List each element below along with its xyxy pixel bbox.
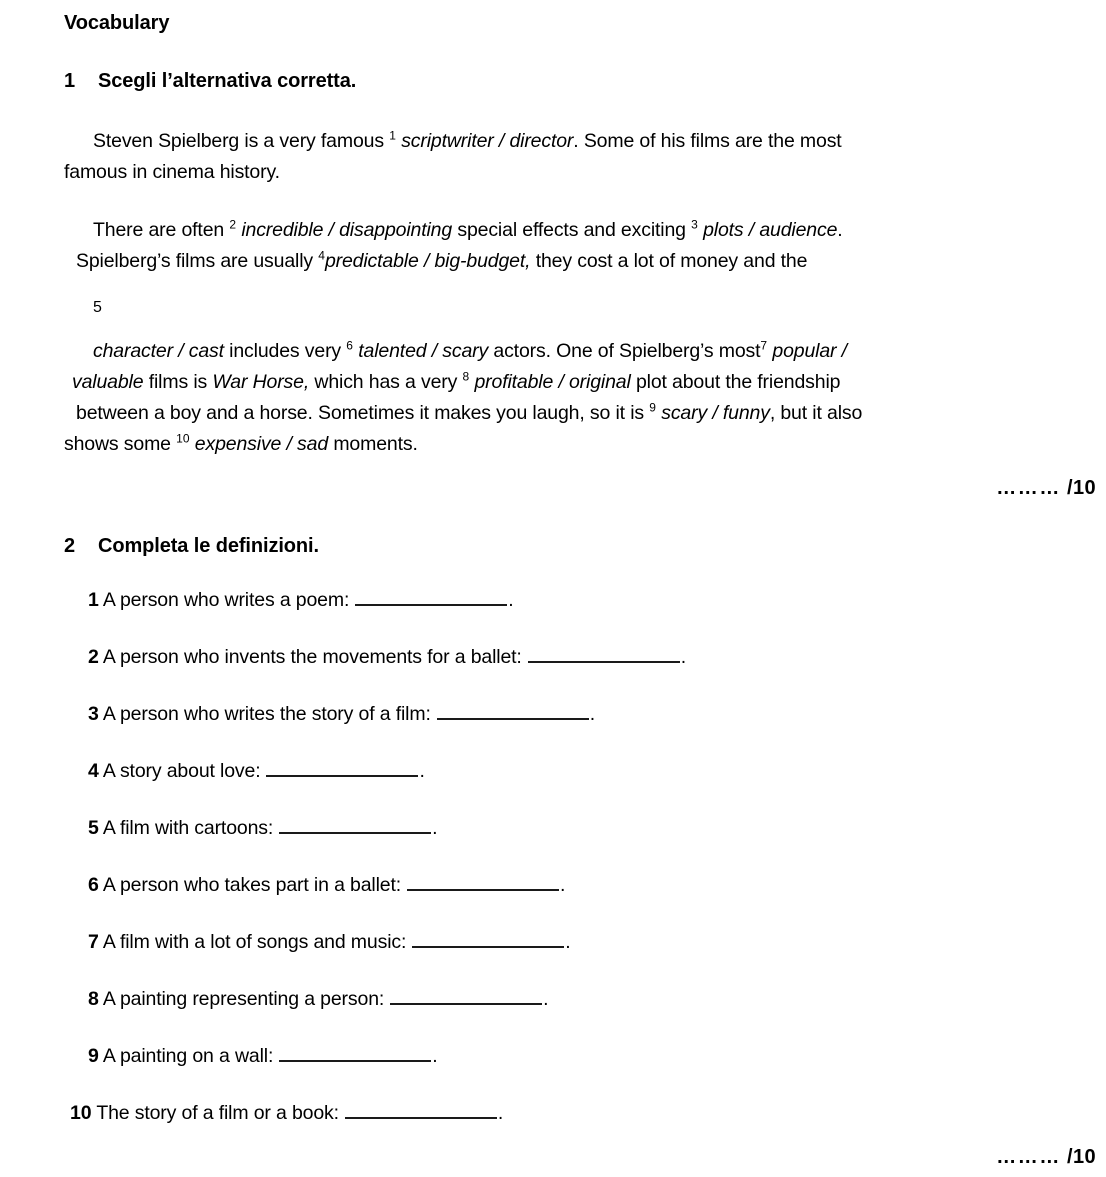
definition-number: 5 <box>88 817 99 839</box>
text-run: films is <box>143 371 213 393</box>
exercise-1-paragraph-2 <box>64 215 1064 277</box>
text-run: actors. One of Spielberg’s most <box>488 340 761 362</box>
answer-blank[interactable] <box>345 1103 497 1119</box>
text-run: plot about the friendship <box>630 371 841 393</box>
definition-text: A person who writes the story of a film: <box>102 703 431 725</box>
option-marker-6: 6 <box>346 338 353 353</box>
answer-blank[interactable] <box>437 704 589 720</box>
option-marker-1: 1 <box>389 128 396 143</box>
paragraph-line <box>64 367 1064 398</box>
answer-blank[interactable] <box>355 590 507 606</box>
exercise-1-score <box>996 477 1096 500</box>
text-run: includes very <box>223 340 347 362</box>
definition-end-punct: . <box>560 874 566 896</box>
definition-number: 6 <box>88 874 99 896</box>
text-run: special effects and exciting <box>452 219 692 241</box>
option-marker-4: 4 <box>318 248 325 263</box>
film-title: War Horse, <box>212 371 310 393</box>
option-pair-4: predictable / big-budget, <box>324 250 531 272</box>
exercise-1-paragraph-1 <box>64 126 1064 188</box>
definition-number: 9 <box>88 1045 99 1067</box>
paragraph-line <box>64 429 1064 460</box>
definition-number: 1 <box>88 589 99 611</box>
definition-end-punct: . <box>432 1045 438 1067</box>
definition-text: A person who takes part in a ballet: <box>102 874 402 896</box>
definition-text: A film with a lot of songs and music: <box>102 931 407 953</box>
definition-text: A film with cartoons: <box>102 817 274 839</box>
option-marker-5: 5 <box>93 299 102 316</box>
definition-text: A story about love: <box>102 760 261 782</box>
paragraph-line <box>64 126 1064 157</box>
paragraph-line <box>64 246 1064 277</box>
text-run: . Some of his films are the most <box>573 130 842 152</box>
paragraph-line <box>64 157 1064 188</box>
paragraph-line <box>64 215 1064 246</box>
text-run: they cost a lot of money and the <box>530 250 808 272</box>
option-pair-9: scary / funny <box>661 402 770 424</box>
definition-item <box>88 989 1048 1046</box>
option-pair-10: expensive / sad <box>194 433 329 455</box>
option-pair-1: scriptwriter / director <box>401 130 574 152</box>
definition-end-punct: . <box>497 1102 504 1124</box>
definition-number: 8 <box>88 988 99 1010</box>
definition-item <box>70 1103 1048 1160</box>
definition-number: 3 <box>88 703 99 725</box>
definition-list <box>70 589 1048 1160</box>
text-run: famous in cinema history. <box>64 161 280 183</box>
definition-item <box>88 647 1048 704</box>
score-dots: ……… <box>996 477 1062 499</box>
answer-blank[interactable] <box>266 761 418 777</box>
text-run: , but it also <box>769 402 863 424</box>
score-total: /10 <box>1066 1146 1096 1168</box>
option-pair-6: talented / scary <box>358 340 489 362</box>
definition-end-punct: . <box>543 988 549 1010</box>
definition-end-punct: . <box>419 760 425 782</box>
option-marker-3: 3 <box>691 217 698 232</box>
definition-item <box>88 932 1048 989</box>
definition-text: A painting on a wall: <box>102 1045 274 1067</box>
definition-end-punct: . <box>432 817 438 839</box>
option-pair-2: incredible / disappointing <box>241 219 453 241</box>
definition-end-punct: . <box>508 589 514 611</box>
paragraph-spacer-line <box>64 305 1064 336</box>
answer-blank[interactable] <box>390 989 542 1005</box>
definition-item <box>88 1046 1048 1103</box>
option-marker-7: 7 <box>760 338 768 353</box>
text-run: There are often <box>93 219 230 241</box>
text-run: between a boy and a horse. Sometimes it makes you laugh, so it is <box>76 402 650 424</box>
answer-blank[interactable] <box>279 1046 431 1062</box>
definition-text: The story of a film or a book: <box>96 1102 339 1124</box>
exercise-2-instruction: Completa le definizioni. <box>98 535 319 557</box>
answer-blank[interactable] <box>412 932 564 948</box>
option-marker-10: 10 <box>176 431 190 446</box>
text-run: moments. <box>328 433 418 455</box>
definition-text: A person who writes a poem: <box>102 589 350 611</box>
definition-item <box>88 704 1048 761</box>
answer-blank[interactable] <box>407 875 559 891</box>
page-title: Vocabulary <box>64 12 170 34</box>
definition-number: 7 <box>88 931 99 953</box>
exercise-1-heading <box>64 70 356 93</box>
exercise-1-instruction: Scegli l’alternativa corretta. <box>98 70 357 92</box>
text-run: . <box>837 219 843 241</box>
option-marker-9: 9 <box>649 400 656 415</box>
definition-end-punct: . <box>680 646 686 668</box>
definition-item <box>88 875 1048 932</box>
text-run: Steven Spielberg is a very famous <box>93 130 390 152</box>
option-pair-7-cont: valuable <box>72 371 144 393</box>
definition-item <box>88 818 1048 875</box>
paragraph-line <box>64 398 1064 429</box>
exercise-1-paragraph-3 <box>64 305 1064 460</box>
option-pair-5: character / cast <box>93 340 224 362</box>
exercise-2-number: 2 <box>64 535 76 557</box>
definition-item <box>88 590 1048 647</box>
text-run: which has a very <box>309 371 463 393</box>
answer-blank[interactable] <box>279 818 431 834</box>
option-pair-8: profitable / original <box>474 371 631 393</box>
exercise-2-heading <box>64 535 319 558</box>
definition-text: A painting representing a person: <box>102 988 385 1010</box>
text-run: Spielberg’s films are usually <box>76 250 319 272</box>
score-dots: ……… <box>996 1146 1062 1168</box>
option-marker-2: 2 <box>229 217 237 232</box>
paragraph-line <box>64 336 1064 367</box>
option-pair-3: plots / audience <box>703 219 838 241</box>
definition-end-punct: . <box>565 931 571 953</box>
definition-text: A person who invents the movements for a ballet: <box>102 646 522 668</box>
answer-blank[interactable] <box>528 647 680 663</box>
definition-number: 10 <box>70 1102 92 1124</box>
exercise-1-number: 1 <box>64 70 76 92</box>
definition-end-punct: . <box>589 703 595 725</box>
score-total: /10 <box>1066 477 1096 499</box>
text-run: shows some <box>64 433 177 455</box>
option-marker-8: 8 <box>462 369 470 384</box>
option-pair-7: popular / <box>772 340 847 362</box>
definition-number: 2 <box>88 646 99 668</box>
definition-item <box>88 761 1048 818</box>
definition-number: 4 <box>88 760 99 782</box>
exercise-2-score <box>996 1146 1096 1169</box>
